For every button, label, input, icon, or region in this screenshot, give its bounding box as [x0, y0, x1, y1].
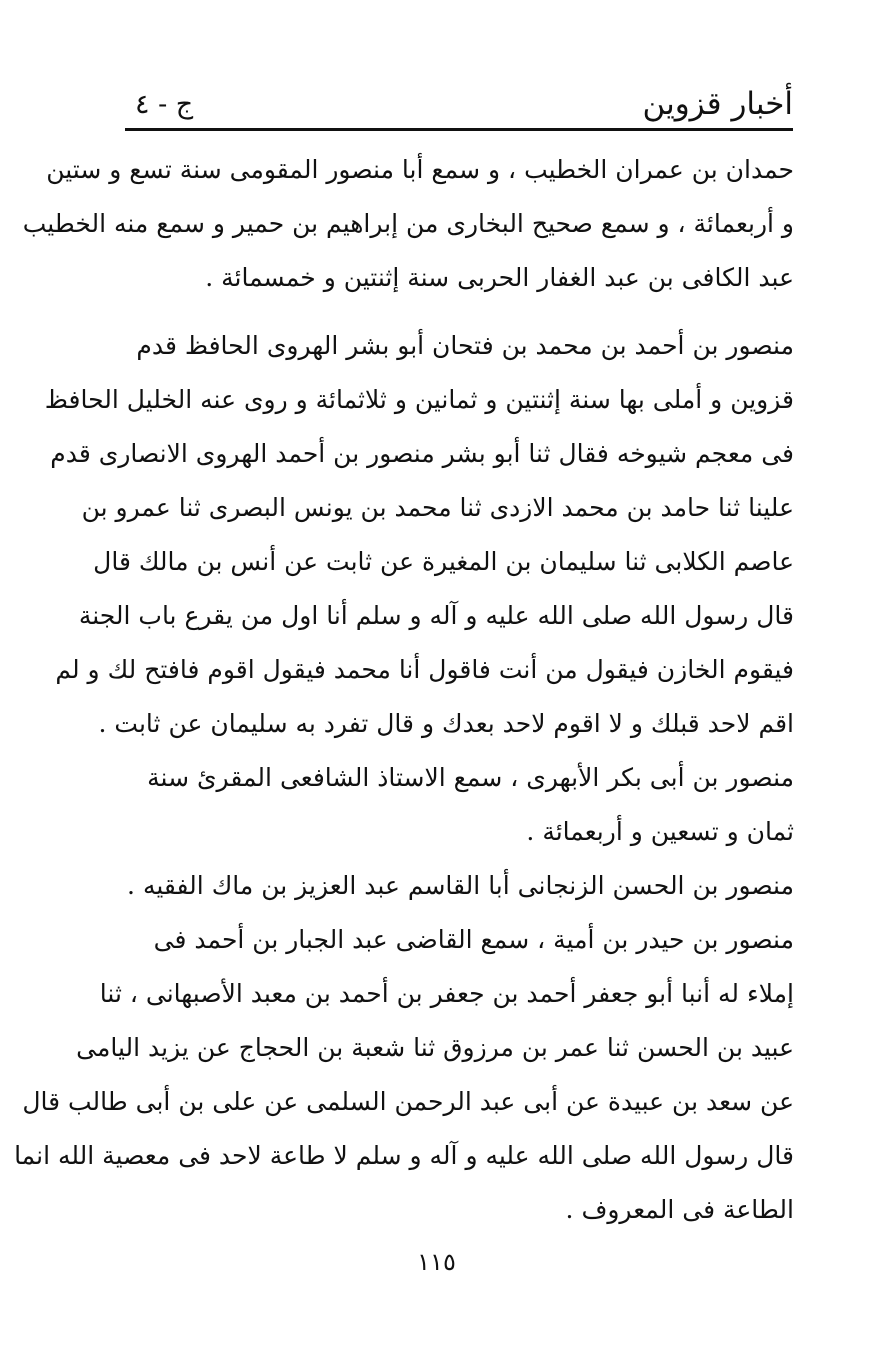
- paragraph: [14, 913, 794, 1237]
- text-line: الطاعة فى المعروف .: [565, 1195, 794, 1224]
- text-line: إملاء له أنبا أبو جعفر أحمد بن جعفر بن أحمد بن معبد الأصبهانى ، ثنا: [99, 979, 794, 1008]
- page-number: ١١٥: [417, 1248, 456, 1276]
- text-line: منصور بن أبى بكر الأبهرى ، سمع الاستاذ الشافعى المقرئ سنة: [147, 763, 794, 792]
- text-line: حمدان بن عمران الخطيب ، و سمع أبا منصور المقومى سنة تسع و ستين: [46, 155, 794, 184]
- running-header: [125, 78, 793, 126]
- text-line: منصور بن حيدر بن أمية ، سمع القاضى عبد الجبار بن أحمد فى: [153, 925, 794, 954]
- text-line: عن سعد بن عبيدة عن أبى عبد الرحمن السلمى عن على بن أبى طالب قال: [22, 1087, 794, 1116]
- text-line: ثمان و تسعين و أربعمائة .: [526, 817, 794, 846]
- text-line: منصور بن الحسن الزنجانى أبا القاسم عبد العزيز بن ماك الفقيه .: [127, 871, 794, 900]
- text-line: عبيد بن الحسن ثنا عمر بن مرزوق ثنا شعبة بن الحجاج عن يزيد اليامى: [76, 1033, 794, 1062]
- body-text: [14, 143, 794, 1237]
- paragraph: [133, 751, 794, 859]
- paragraph: [127, 859, 794, 913]
- text-line: اقم لاحد قبلك و لا اقوم لاحد بعدك و قال تفرد به سليمان عن ثابت .: [98, 709, 794, 738]
- text-line: عاصم الكلابى ثنا سليمان بن المغيرة عن ثابت عن أنس بن مالك قال: [93, 547, 794, 576]
- text-line: عبد الكافى بن عبد الغفار الحربى سنة إثنتين و خمسمائة .: [205, 263, 794, 292]
- text-line: قال رسول الله صلى الله عليه و آله و سلم لا طاعة لاحد فى معصية الله انما: [14, 1141, 794, 1170]
- text-line: فيقوم الخازن فيقول من أنت فاقول أنا محمد فيقول اقوم فافتح لك و لم: [55, 655, 794, 684]
- book-title: أخبار قزوين: [642, 86, 793, 122]
- text-line: قزوين و أملى بها سنة إثنتين و ثمانين و ثلاثمائة و روى عنه الخليل الحافظ: [44, 385, 794, 414]
- header-rule: [125, 128, 793, 131]
- text-line: علينا ثنا حامد بن محمد الازدى ثنا محمد بن يونس البصرى ثنا عمرو بن: [81, 493, 794, 522]
- paragraph: [44, 319, 794, 751]
- text-line: منصور بن أحمد بن محمد بن فتحان أبو بشر الهروى الحافظ قدم: [136, 331, 794, 360]
- paragraph: [22, 143, 794, 305]
- text-line: فى معجم شيوخه فقال ثنا أبو بشر منصور بن أحمد الهروى الانصارى قدم: [50, 439, 794, 468]
- text-line: قال رسول الله صلى الله عليه و آله و سلم أنا اول من يقرع باب الجنة: [78, 601, 794, 630]
- volume-label: ج - ٤: [135, 89, 194, 120]
- text-line: و أربعمائة ، و سمع صحيح البخارى من إبراهيم بن حمير و سمع منه الخطيب: [22, 209, 794, 238]
